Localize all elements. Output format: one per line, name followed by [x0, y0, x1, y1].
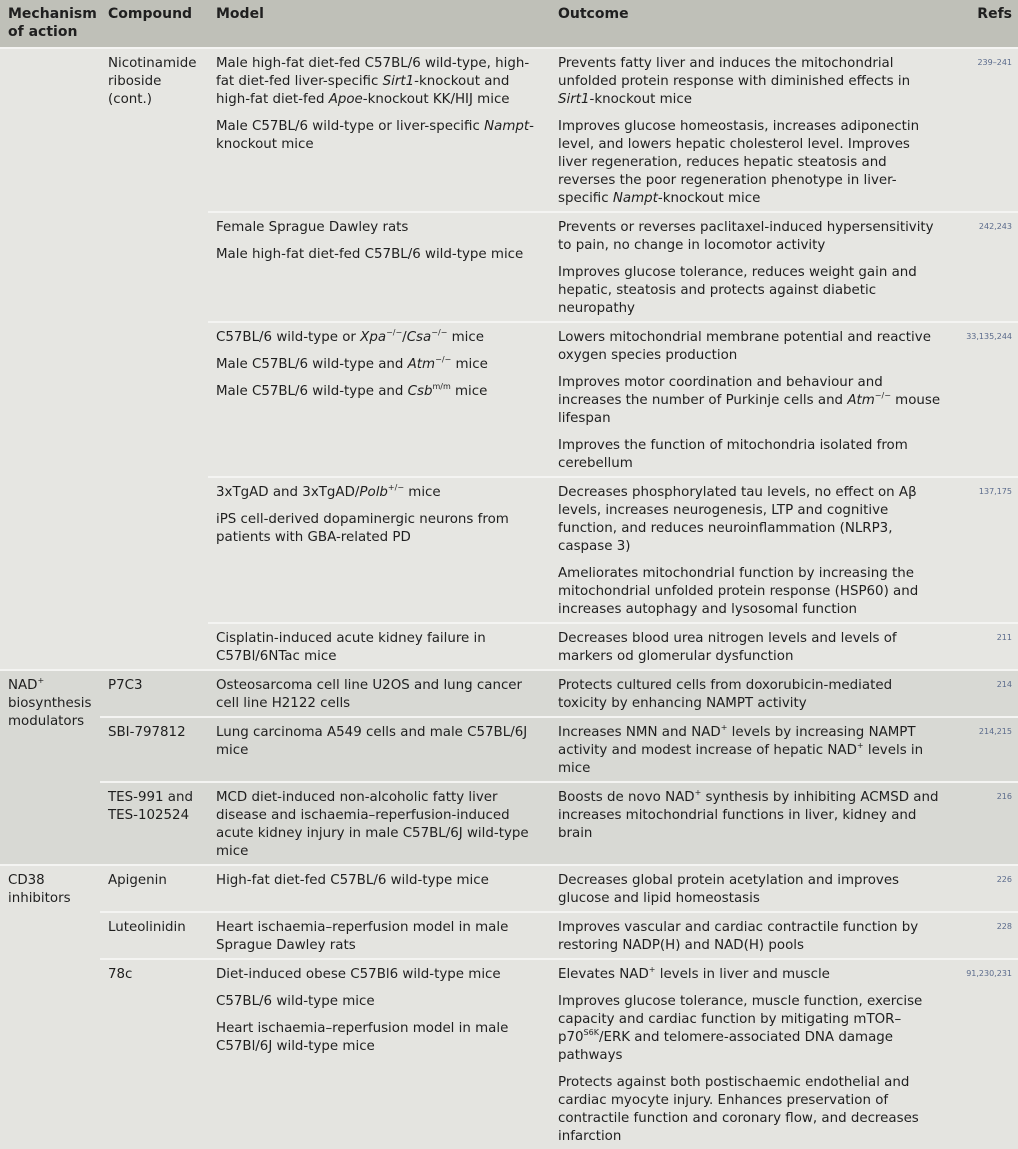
- table-row: [0, 912, 1018, 959]
- table-row: [0, 865, 1018, 912]
- outcome-cell: [550, 623, 950, 670]
- model-entry: Male C57BL/6 wild-type or liver-specific Nampt-knockout mice: [216, 119, 534, 152]
- header-mechanism: Mechanism of action: [0, 0, 100, 48]
- model-cell: [208, 322, 550, 477]
- model-cell: [208, 959, 550, 1149]
- table-row: [0, 782, 1018, 865]
- refs-cell: 91,230,231: [950, 959, 1018, 1149]
- outcome-cell: [550, 865, 950, 912]
- table-header-row: [0, 0, 1018, 48]
- refs-cell: 214,215: [950, 717, 1018, 782]
- outcome-cell: [550, 717, 950, 782]
- outcome-cell: [550, 959, 950, 1149]
- refs-cell: 226: [950, 865, 1018, 912]
- model-entry: Female Sprague Dawley rats: [216, 220, 409, 235]
- model-entry: Heart ischaemia–reperfusion model in male Sprague Dawley rats: [216, 920, 509, 953]
- outcome-entry: Protects cultured cells from doxorubicin-mediated toxicity by enhancing NAMPT activity: [558, 678, 893, 711]
- outcome-entry: Ameliorates mitochondrial function by increasing the mitochondrial unfolded protein response (HSP60) and increases autophagy and lysosomal function: [558, 566, 919, 617]
- outcome-cell: [550, 912, 950, 959]
- outcome-entry: Decreases blood urea nitrogen levels and levels of markers od glomerular dysfunction: [558, 631, 897, 664]
- model-cell: [208, 717, 550, 782]
- outcome-entry: Improves vascular and cardiac contractile function by restoring NADP(H) and NAD(H) pools: [558, 920, 919, 953]
- model-entry: Male C57BL/6 wild-type and Atm−/− mice: [216, 355, 488, 372]
- refs-cell: 214: [950, 670, 1018, 717]
- header-outcome: Outcome: [550, 0, 950, 48]
- table-body: [0, 48, 1018, 1149]
- outcome-entry: Improves motor coordination and behaviour and increases the number of Purkinje cells and Atm−/− mouse lifespan: [558, 375, 941, 426]
- outcome-entry: Improves glucose tolerance, reduces weight gain and hepatic, steatosis and protects against diabetic neuropathy: [558, 265, 917, 316]
- refs-cell: 33,135,244: [950, 322, 1018, 477]
- compound-cell: P7C3: [100, 670, 208, 717]
- model-cell: [208, 670, 550, 717]
- outcome-entry: Lowers mitochondrial membrane potential and reactive oxygen species production: [558, 330, 931, 363]
- model-cell: [208, 912, 550, 959]
- outcome-entry: Protects against both postischaemic endothelial and cardiac myocyte injury. Enhances preservation of contractile function and coronary flow, and decreases infarction: [558, 1075, 919, 1144]
- model-cell: [208, 623, 550, 670]
- outcome-cell: [550, 477, 950, 623]
- compound-cell: Nicotinamide riboside (cont.): [100, 48, 208, 670]
- outcome-entry: Improves the function of mitochondria isolated from cerebellum: [558, 438, 908, 471]
- header-model: Model: [208, 0, 550, 48]
- outcome-entry: Increases NMN and NAD+ levels by increasing NAMPT activity and modest increase of hepatic NAD+ levels in mice: [558, 723, 924, 776]
- compound-cell: TES-991 and TES-102524: [100, 782, 208, 865]
- header-compound: Compound: [100, 0, 208, 48]
- mechanism-cell: NAD+ biosynthesis modulators: [0, 670, 100, 865]
- compound-cell: Apigenin: [100, 865, 208, 912]
- model-entry: C57BL/6 wild-type mice: [216, 994, 375, 1009]
- outcome-entry: Improves glucose homeostasis, increases adiponectin level, and lowers hepatic cholesterol level. Improves liver regeneration, reduces hepatic steatosis and reverses the poor regeneration phenotype in liver-specific Nampt-knockout mice: [558, 119, 920, 206]
- model-entry: Diet-induced obese C57Bl6 wild-type mice: [216, 967, 501, 982]
- outcome-entry: Boosts de novo NAD+ synthesis by inhibiting ACMSD and increases mitochondrial functions in liver, kidney and brain: [558, 788, 939, 841]
- mechanism-cell: CD38 inhibitors: [0, 865, 100, 1149]
- refs-cell: 228: [950, 912, 1018, 959]
- compound-cell: Luteolinidin: [100, 912, 208, 959]
- model-entry: C57BL/6 wild-type or Xpa−/−/Csa−/− mice: [216, 328, 484, 345]
- outcome-cell: [550, 670, 950, 717]
- outcome-cell: [550, 322, 950, 477]
- model-entry: Lung carcinoma A549 cells and male C57BL/6J mice: [216, 725, 528, 758]
- model-entry: Cisplatin-induced acute kidney failure in C57Bl/6NTac mice: [216, 631, 486, 664]
- table-row: [0, 48, 1018, 212]
- compound-cell: 78c: [100, 959, 208, 1149]
- outcome-entry: Elevates NAD+ levels in liver and muscle: [558, 965, 830, 982]
- outcome-entry: Decreases global protein acetylation and improves glucose and lipid homeostasis: [558, 873, 900, 906]
- model-entry: Male high-fat diet-fed C57BL/6 wild-type, high-fat diet-fed liver-specific Sirt1-knockout and high-fat diet-fed Apoe-knockout KK/HIJ mice: [216, 56, 530, 107]
- model-entry: Male C57BL/6 wild-type and Csb$^{m/m}$ mice: [216, 382, 488, 399]
- model-entry: iPS cell-derived dopaminergic neurons from patients with GBA-related PD: [216, 512, 509, 545]
- table-row: [0, 959, 1018, 1149]
- outcome-entry: Improves glucose tolerance, muscle function, exercise capacity and cardiac function by mitigating mTOR–$p70^{S6K}$/ERK and telomere-associated DNA damage pathways: [558, 994, 923, 1063]
- refs-cell: 216: [950, 782, 1018, 865]
- refs-cell: 211: [950, 623, 1018, 670]
- outcome-entry: Decreases phosphorylated tau levels, no effect on Aβ levels, increases neurogenesis, LTP and cognitive function, and reduces neuroinflammation (NLRP3, caspase 3): [558, 485, 917, 554]
- model-cell: [208, 865, 550, 912]
- model-entry: MCD diet-induced non-alcoholic fatty liver disease and ischaemia–reperfusion-induced acute kidney injury in male C57BL/6J wild-type mice: [216, 790, 529, 859]
- table-row: [0, 670, 1018, 717]
- outcome-entry: Prevents fatty liver and induces the mitochondrial unfolded protein response with diminished effects in Sirt1-knockout mice: [558, 56, 911, 107]
- table-row: [0, 717, 1018, 782]
- model-cell: [208, 782, 550, 865]
- header-refs: Refs: [950, 0, 1018, 48]
- model-entry: 3xTgAD and 3xTgAD/Polb+/− mice: [216, 483, 441, 500]
- model-entry: Heart ischaemia–reperfusion model in male C57Bl/6J wild-type mice: [216, 1021, 509, 1054]
- mechanism-cell: [0, 48, 100, 670]
- model-entry: Male high-fat diet-fed C57BL/6 wild-type mice: [216, 247, 524, 262]
- compound-cell: SBI-797812: [100, 717, 208, 782]
- model-cell: [208, 48, 550, 212]
- refs-cell: 242,243: [950, 212, 1018, 322]
- model-entry: Osteosarcoma cell line U2OS and lung cancer cell line H2122 cells: [216, 678, 523, 711]
- refs-cell: 239–241: [950, 48, 1018, 212]
- model-cell: [208, 477, 550, 623]
- model-entry: High-fat diet-fed C57BL/6 wild-type mice: [216, 873, 489, 888]
- outcome-cell: [550, 48, 950, 212]
- outcome-cell: [550, 212, 950, 322]
- model-cell: [208, 212, 550, 322]
- outcome-entry: Prevents or reverses paclitaxel-induced hypersensitivity to pain, no change in locomotor activity: [558, 220, 934, 253]
- outcome-cell: [550, 782, 950, 865]
- refs-cell: 137,175: [950, 477, 1018, 623]
